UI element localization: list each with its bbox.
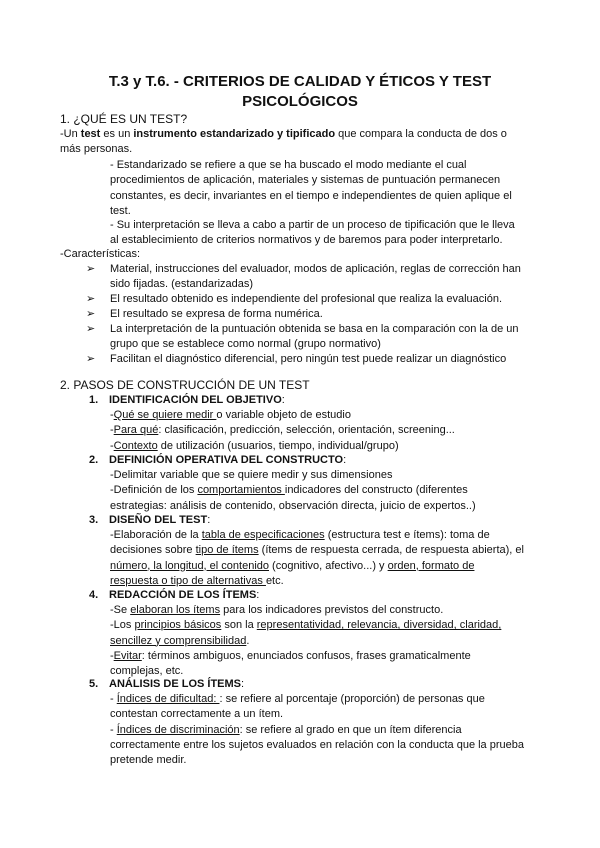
text-span: (estructura test e ítems): toma de [324,529,490,541]
text-line [110,634,530,649]
text-line [110,692,530,707]
text-line: -Para qué: clasificación, predicción, selección, orientación, screening... [110,424,455,437]
text-line [110,483,530,498]
title-line-2: PSICOLÓGICOS [242,93,358,110]
text-line: -Contexto de utilización (usuarios, tiempo, individual/grupo) [110,439,399,452]
text-line: al establecimiento de criterios normativos y de baremos para poder interpretarlo. [110,234,503,247]
text-span: de utilización (usuarios, tiempo, individual/grupo) [157,439,399,452]
underlined-term: representatividad, relevancia, diversidad, claridad, [256,619,502,632]
step-number: 1. [89,394,99,406]
text-span: etc. [265,574,284,587]
text-line [110,723,530,738]
underlined-term: elaboran los ítems [130,604,221,616]
text-span: (ítems de respuesta cerrada, de respuesta abierta), el [258,544,524,557]
standardized-explanation [110,158,528,219]
bold-term-instrument: instrumento estandarizado y tipificado [133,128,336,140]
step-title: DISEÑO DEL TEST [109,514,208,526]
underlined-term: comportamientos [197,484,285,497]
text-span: -Elaboración de la [110,529,202,541]
text-line: -Qué se quiere medir o variable objeto de estudio [110,409,351,421]
bold-term-test: test [80,128,101,140]
step-5-body [110,692,530,768]
text-line: - Su interpretación se lleva a cabo a partir de un proceso de tipificación que le lleva [110,219,515,231]
section-1-heading: 1. ¿QUÉ ES UN TEST? [60,112,188,126]
text-line: Facilitan el diagnóstico diferencial, pero ningún test puede realizar un diagnóstico [110,353,507,365]
text-line: La interpretación de la puntuación obtenida se basa en la comparación con la de un [110,323,519,335]
text-line [110,543,530,558]
text-line: -Delimitar variable que se quiere medir y sus dimensiones [110,469,393,481]
text-span: - [110,649,114,662]
step-1-body [110,408,530,454]
text-line: complejas, etc. [110,665,184,678]
underlined-term: principios básicos [134,619,222,632]
text-line [110,559,530,574]
text-line [110,574,530,589]
step-number: 2. [89,454,99,466]
step-number: 5. [89,678,99,690]
arrow-bullet-icon: ➢ [86,308,96,320]
test-definition [60,127,540,142]
underlined-term: tipo de ítems [195,544,259,557]
text-line: El resultado obtenido es independiente del profesional que realiza la evaluación. [110,293,502,305]
text-line: pretende medir. [110,754,187,767]
text-span: (cognitivo, afectivo...) y [269,559,388,572]
text-span: -Definición de los [110,484,198,497]
underlined-term: Índices de dificultad: [116,693,220,705]
text-line: correctamente entre los sujetos evaluados en relación con la conducta que la prueba [110,738,524,751]
text-line [110,603,530,618]
text-line: grupo que se establece como normal (grupo normativo) [110,338,381,351]
text-span: son la [221,619,257,632]
text-span: para los indicadores previstos del constructo. [220,604,444,616]
text-span: : [207,514,211,526]
step-2-body [110,468,530,514]
text-span: o variable objeto de estudio [216,409,351,421]
text-span: -Un [60,128,81,140]
text-span: es un [100,128,134,140]
underlined-term: respuesta o tipo de alternativas [110,574,266,587]
underlined-term: sencillez y comprensibilidad [110,634,247,647]
text-span: . [246,634,250,647]
title-line-1: T.3 y T.6. - CRITERIOS DE CALIDAD Y ÉTICOS Y TEST [108,73,492,90]
underlined-term: tabla de especificaciones [201,529,325,541]
arrow-bullet-icon: ➢ [86,323,96,335]
text-span: - [110,723,117,736]
step-title: ANÁLISIS DE LOS ÍTEMS [109,678,242,690]
text-line: - Estandarizado se refiere a que se ha buscado el modo mediante el cual [110,159,467,171]
text-span: -Se [110,604,131,616]
text-span: -Los [110,619,135,632]
arrow-bullet-icon: ➢ [86,353,96,365]
text-span: : se refiere al grado en que un ítem diferencia [239,723,462,736]
step-number: 3. [89,514,99,526]
step-title: DEFINICIÓN OPERATIVA DEL CONSTRUCTO [109,454,344,466]
step-3-body [110,528,530,589]
step-number: 4. [89,589,99,601]
text-span: : [343,454,347,466]
text-line: estrategias: análisis de contenido, observación directa, juicio de expertos..) [110,499,476,512]
document-title [60,72,540,112]
text-span: : se refiere al porcentaje (proporción) de personas que [219,693,485,705]
text-span: decisiones sobre [110,544,196,557]
text-span: : [241,678,245,690]
text-span: : términos ambiguos, enunciados confusos, frases gramaticalmente [141,649,471,662]
text-span: - [110,693,117,705]
underlined-term: orden, formato de [387,559,475,572]
text-line [110,649,530,664]
text-line: procedimientos de aplicación, materiales y sistemas de puntuación permanecen [110,174,501,187]
text-line: constantes, es decir, invariantes en el tiempo e independientes de quien aplique el [110,189,512,202]
step-title: IDENTIFICACIÓN DEL OBJETIVO [109,394,282,406]
underlined-term: Para qué [113,424,159,437]
section-2-heading: 2. PASOS DE CONSTRUCCIÓN DE UN TEST [60,378,310,392]
underlined-term: Qué se quiere medir [113,409,217,421]
step-title: REDACCIÓN DE LOS ÍTEMS [109,589,257,601]
text-span: : clasificación, predicción, selección, orientación, screening... [158,424,455,437]
text-line: contestan correctamente a un ítem. [110,708,284,721]
text-span: indicadores del constructo (diferentes [284,484,468,497]
underlined-term: Contexto [113,439,158,452]
text-line: El resultado se expresa de forma numérica. [110,308,323,320]
underlined-term: Índices de discriminación [116,723,240,736]
text-line: Material, instrucciones del evaluador, modos de aplicación, reglas de corrección han [110,263,521,275]
characteristics-label: -Características: [60,248,141,260]
underlined-term: Evitar [113,649,142,662]
text-span: : [256,589,260,601]
text-span: que compara la conducta de dos o [335,128,507,140]
arrow-bullet-icon: ➢ [86,263,96,275]
test-definition-cont: más personas. [60,143,133,155]
text-line: sido fijadas. (estandarizadas) [110,278,254,291]
underlined-term: número, la longitud, el contenido [110,559,269,572]
step-4-body [110,603,530,679]
text-line [110,618,530,633]
text-span: : [281,394,285,406]
text-line [110,528,530,543]
arrow-bullet-icon: ➢ [86,293,96,305]
text-line: test. [110,204,131,217]
interpretation-explanation [110,218,528,249]
